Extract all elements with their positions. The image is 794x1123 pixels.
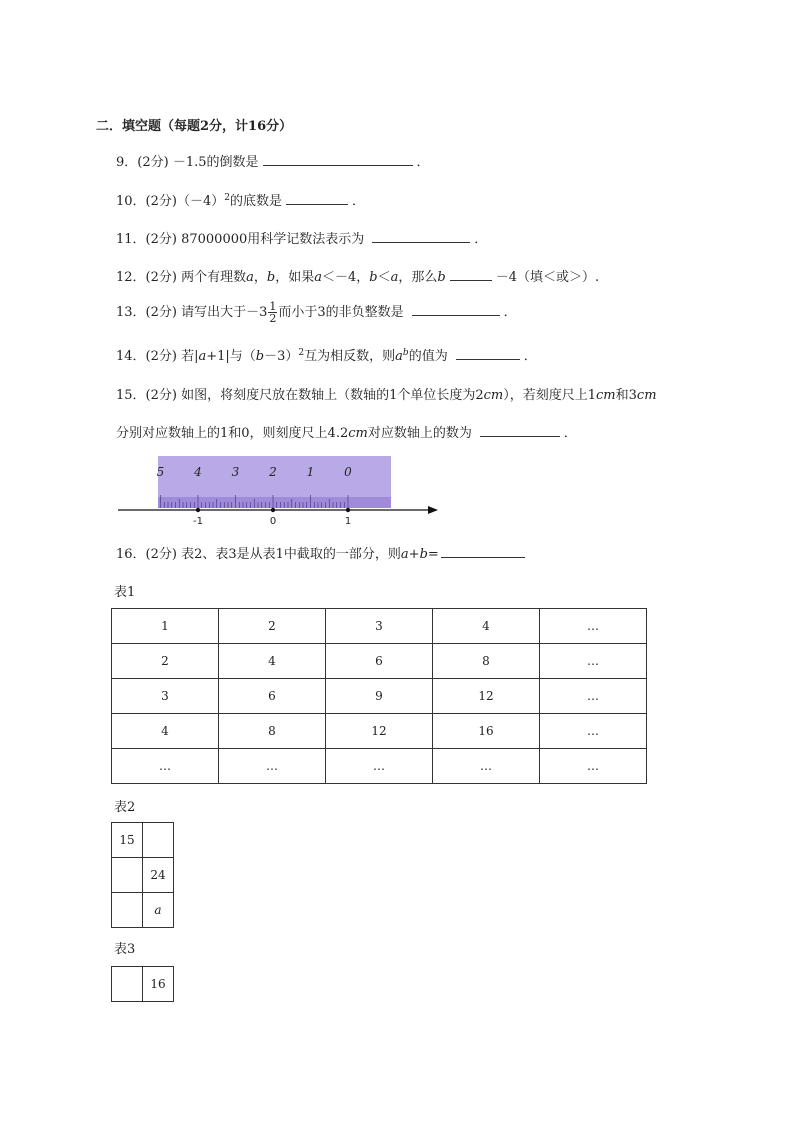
question-10-suffix: ． [351, 194, 365, 209]
question-9 [116, 151, 430, 170]
answer-blank-15[interactable] [480, 424, 560, 437]
table-cell: 4 [433, 609, 540, 644]
ruler-label: 1 [306, 465, 315, 479]
axis-label: 0 [269, 516, 277, 527]
var-b: b [419, 547, 428, 562]
question-13-mid: 而小于3的非负整数是 [278, 305, 404, 320]
question-15-text-c: 和3 [615, 388, 637, 403]
table-cell: 12 [326, 714, 433, 749]
question-15-text: 15．(2分) 如图，将刻度尺放在数轴上（数轴的1个单位长度为2 [116, 388, 484, 403]
table-cell [143, 823, 174, 858]
table-cell [112, 967, 143, 1002]
table3-label: 表3 [114, 942, 136, 957]
fraction-numerator: 1 [269, 300, 277, 313]
question-10-mid: 的底数是 [229, 194, 282, 209]
table-cell: … [540, 679, 647, 714]
answer-blank-10[interactable] [286, 192, 348, 205]
question-12-mid4: ，那么 [398, 270, 438, 285]
table-row [112, 858, 174, 893]
question-12-mid2: ＜－4， [321, 270, 370, 285]
question-15-suffix: ． [563, 426, 577, 441]
table-row [112, 644, 647, 679]
question-11-suffix: ． [474, 232, 488, 247]
question-12-text: 12．(2分) 两个有理数 [116, 270, 247, 285]
answer-blank-11[interactable] [372, 230, 470, 243]
table-cell: 8 [433, 644, 540, 679]
fraction-denominator: 2 [269, 312, 277, 325]
question-14-text: 14．(2分) 若| [116, 349, 199, 364]
table-cell: 16 [433, 714, 540, 749]
question-11 [116, 228, 487, 247]
unit-cm: cm [636, 388, 657, 403]
answer-blank-9[interactable] [263, 153, 413, 166]
table-cell: 3 [112, 679, 219, 714]
axis-label: 1 [344, 516, 352, 527]
question-16 [116, 543, 529, 562]
table2-label: 表2 [114, 800, 136, 815]
axis-point [271, 508, 275, 512]
table-cell: 1 [112, 609, 219, 644]
var-b: b [255, 349, 265, 364]
question-12-suffix: －4（填＜或＞）. [495, 270, 600, 285]
table-cell: 2 [112, 644, 219, 679]
ruler-label: 4 [194, 465, 202, 479]
table-cell: 24 [143, 858, 174, 893]
answer-blank-14[interactable] [456, 347, 520, 360]
question-11-text: 11．(2分) 87000000用科学记数法表示为 [116, 232, 365, 247]
question-15-line1 [116, 384, 657, 403]
var-a: a [314, 270, 322, 285]
section-title: 二．填空题（每题2分，计16分） [96, 119, 293, 134]
table-cell: 6 [326, 644, 433, 679]
axis-point [346, 508, 350, 512]
table-cell: 6 [219, 679, 326, 714]
table-cell: 8 [219, 714, 326, 749]
question-10 [116, 190, 365, 209]
table-row [112, 749, 647, 784]
answer-blank-12[interactable] [450, 268, 492, 281]
axis-point [196, 508, 200, 512]
ruler-label: 5 [156, 465, 165, 479]
table-3 [111, 966, 174, 1002]
question-12-sep: ， [253, 270, 267, 285]
question-12-mid1: ，如果 [275, 270, 315, 285]
question-12-mid3: ＜ [377, 270, 391, 285]
question-13 [116, 300, 517, 326]
question-14-mid4: 的值为 [408, 349, 448, 364]
table-cell: … [219, 749, 326, 784]
ruler-label: 3 [231, 465, 240, 479]
table-cell: 9 [326, 679, 433, 714]
table-cell: 12 [433, 679, 540, 714]
table-cell: 15 [112, 823, 143, 858]
table1-label: 表1 [114, 585, 136, 600]
table-cell: … [540, 714, 647, 749]
axis-label: -1 [193, 516, 203, 527]
plus-sign: + [408, 547, 420, 562]
ruler-number-line-figure [112, 452, 444, 528]
table-cell [112, 893, 143, 928]
question-12 [116, 266, 599, 285]
question-13-suffix: ． [503, 305, 517, 320]
unit-cm: cm [348, 426, 368, 441]
question-14-exponent-b: b [402, 348, 409, 358]
question-14-mid3: 互为相反数，则 [304, 349, 396, 364]
answer-blank-16[interactable] [441, 545, 525, 558]
question-15-text-b: ），若刻度尺上1 [503, 388, 597, 403]
question-15-line2 [116, 422, 577, 441]
var-a: a [246, 270, 254, 285]
table-row [112, 609, 647, 644]
table-cell: … [540, 644, 647, 679]
var-b: b [369, 270, 378, 285]
question-9-suffix: ． [416, 155, 430, 170]
table-cell: … [540, 749, 647, 784]
axis-points [193, 508, 351, 527]
fraction-one-half [268, 301, 277, 324]
table-cell: … [433, 749, 540, 784]
question-10-text: 10．(2分)（－4） [116, 194, 225, 209]
var-a: a [198, 349, 207, 364]
var-b: b [437, 270, 446, 285]
axis-arrow-icon [428, 506, 438, 514]
table-2 [111, 822, 174, 928]
question-14-exponent: 2 [298, 348, 305, 358]
table-cell [112, 858, 143, 893]
unit-cm: cm [596, 388, 616, 403]
ruler-band [158, 497, 391, 508]
var-a: a [395, 349, 403, 364]
question-15-text-d: 分别对应数轴上的1和0，则刻度尺上4.2 [116, 426, 349, 441]
table-1 [111, 608, 647, 784]
var-a: a [400, 547, 409, 562]
table-row [112, 893, 174, 928]
table-row [112, 679, 647, 714]
question-14-mid2: －3） [264, 349, 299, 364]
question-15-text-e: 对应数轴上的数为 [367, 426, 472, 441]
table-row [112, 967, 174, 1002]
question-9-text: 9．(2分) －1.5的倒数是 [116, 155, 259, 170]
table-row [112, 823, 174, 858]
question-14-suffix: ． [523, 349, 537, 364]
table-cell: 3 [326, 609, 433, 644]
table-cell: … [326, 749, 433, 784]
equals-sign: = [427, 547, 439, 562]
ruler-label: 2 [269, 465, 277, 479]
table-row [112, 714, 647, 749]
question-14 [116, 345, 537, 364]
question-16-text: 16．(2分) 表2、表3是从表1中截取的一部分，则 [116, 547, 401, 562]
table-cell: a [143, 893, 174, 928]
table-cell: 16 [143, 967, 174, 1002]
var-a: a [390, 270, 399, 285]
ruler-label: 0 [344, 465, 352, 479]
unit-cm: cm [483, 388, 504, 403]
table-cell: 2 [219, 609, 326, 644]
table-cell: … [540, 609, 647, 644]
table-cell: 4 [219, 644, 326, 679]
question-14-mid1: +1|与（ [206, 349, 256, 364]
table-cell: 4 [112, 714, 219, 749]
var-b: b [266, 270, 276, 285]
question-13-text: 13．(2分) 请写出大于－3 [116, 305, 268, 320]
question-10-exponent: 2 [224, 193, 230, 203]
answer-blank-13[interactable] [412, 303, 500, 316]
table-cell: … [112, 749, 219, 784]
